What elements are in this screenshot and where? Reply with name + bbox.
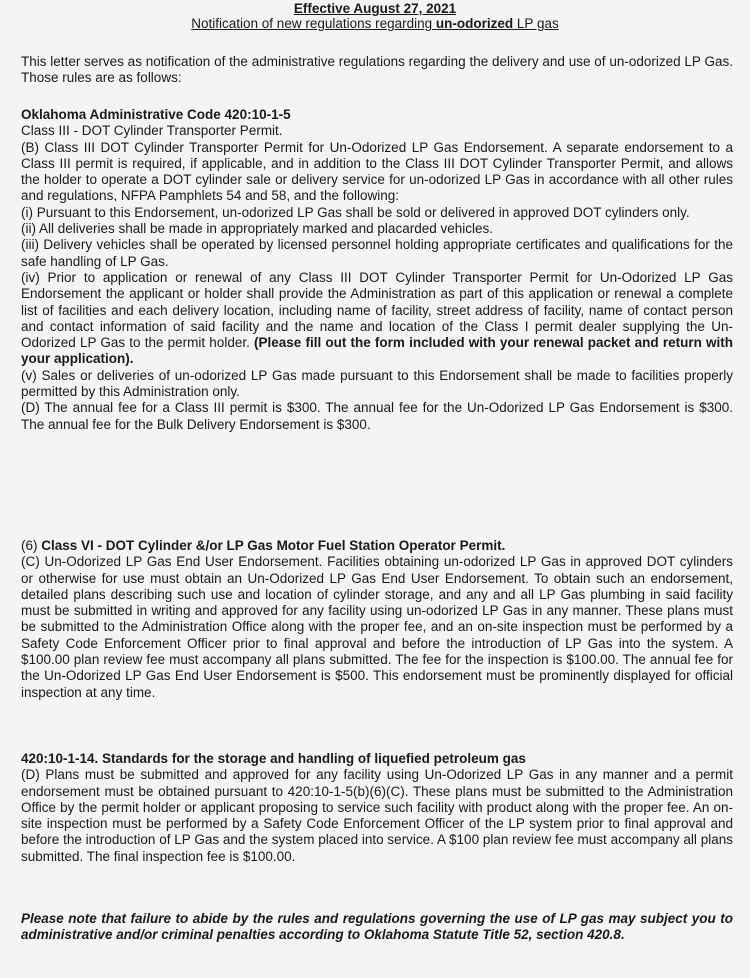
intro-paragraph: This letter serves as notification of the administrative regulations regarding the delivery and use of un-odorized LP Gas. Those rules are as follows:	[21, 54, 733, 86]
section2-paragraph-c: (C) Un-Odorized LP Gas End User Endorsement. Facilities obtaining un-odorized LP Gas in approved DOT cylinders or otherwise for use must obtain an Un-Odorized LP Gas End User Endorsement. To obtain such an endorsement, detailed plans describing such use and location of cylinder storage, and any and all LP Gas plumbing in said facility must be submitted in writing and approved for any facility using un-odorized LP Gas in any manner. These plans must be submitted to the Administration Office along with the proper fee, and an on-site inspection must be performed by a Safety Code Enforcement Officer prior to final approval and before the introduction of LP Gas into the system. A $100.00 plan review fee must accompany all plans submitted. The fee for the inspection is $100.00. The annual fee for the Un-Odorized LP Gas End User Endorsement is $500. This endorsement must be prominently displayed for official inspection at any time.	[21, 554, 733, 700]
section1-paragraph-b: (B) Class III DOT Cylinder Transporter Permit for Un-Odorized LP Gas Endorsement. A separate endorsement to a Class III permit is required, if applicable, and in addition to the Class III DOT Cylinder Transporter Permit, and allows the holder to operate a DOT cylinder sale or delivery service for un-odorized LP Gas in accordance with all other rules and regulations, NFPA Pamphlets 54 and 58, and the following:	[21, 139, 733, 204]
closing-notice: Please note that failure to abide by the rules and regulations governing the use of LP gas may subject you to administrative and/or criminal penalties according to Oklahoma Statute Title 52, section 420.8.	[21, 911, 733, 943]
notification-bold: un-odorized	[435, 16, 514, 31]
section1-item-iv-text: (iv) Prior to application or renewal of any Class III DOT Cylinder Transporter Permit for Un-Odorized LP Gas Endorsement the applicant or holder shall provide the Administration as part of this application or renewal a complete list of facilities and each delivery location, including name of facility, street address of facility, name of contact person and contact information of said facility and the name and location of the Class I permit dealer supplying the Un-Odorized LP Gas to the permit holder.	[21, 269, 733, 351]
notification-prefix: Notification of new regulations regarding	[191, 16, 436, 31]
document-header	[0, 0, 750, 32]
effective-date: Effective August 27, 2021	[293, 1, 457, 16]
section1-item-ii: (ii) All deliveries shall be made in appropriately marked and placarded vehicles.	[21, 221, 493, 237]
section1-paragraph-d: (D) The annual fee for a Class III permit is $300. The annual fee for the Un-Odorized LP Gas Endorsement is $300. The annual fee for the Bulk Delivery Endorsement is $300.	[21, 400, 733, 432]
section-420-10-1-14	[21, 751, 733, 865]
section1-item-iii: (iii) Delivery vehicles shall be operated by licensed personnel holding appropriate certificates and qualifications for the safe handling of LP Gas.	[21, 237, 733, 269]
section2-heading-prefix: (6)	[21, 538, 42, 553]
section2-heading	[21, 538, 733, 554]
notification-suffix: LP gas	[513, 16, 559, 31]
section1-subheading: Class III - DOT Cylinder Transporter Permit.	[21, 123, 283, 139]
section2-heading-bold: Class VI - DOT Cylinder &/or LP Gas Motor Fuel Station Operator Permit.	[41, 538, 506, 553]
section1-heading: Oklahoma Administrative Code 420:10-1-5	[21, 107, 291, 122]
section1-item-iv-bold: (Please fill out the form included with your renewal packet and return with your application).	[21, 335, 733, 367]
section1-item-i: (i) Pursuant to this Endorsement, un-odorized LP Gas shall be sold or delivered in approved DOT cylinders only.	[21, 204, 690, 220]
notification-title	[0, 16, 750, 32]
section-oac-420-10-1-5	[21, 107, 733, 433]
section1-item-v: (v) Sales or deliveries of un-odorized LP Gas made pursuant to this Endorsement shall be made to facilities properly permitted by this Administration only.	[21, 367, 733, 400]
section-class-vi	[21, 538, 733, 701]
section1-item-iv	[21, 270, 733, 368]
section3-heading: 420:10-1-14. Standards for the storage and handling of liquefied petroleum gas	[21, 751, 526, 766]
section3-paragraph-d: (D) Plans must be submitted and approved for any facility using Un-Odorized LP Gas in any manner and a permit endorsement must be obtained pursuant to 420:10-1-5(b)(6)(C). These plans must be submitted to the Administration Office by the permit holder or applicant proposing to service such facility with product along with the proper fee. An on-site inspection must be performed by a Safety Code Enforcement Officer of the LP system prior to final approval and before the introduction of LP Gas and the system placed into service. A $100 plan review fee must accompany all plans submitted. The final inspection fee is $100.00.	[21, 767, 733, 864]
